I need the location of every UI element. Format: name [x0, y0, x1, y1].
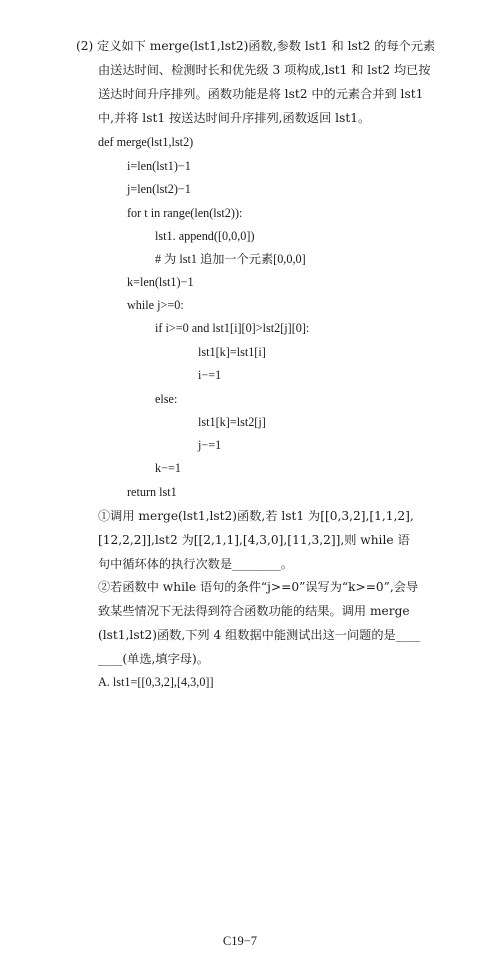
q2-line-3: (lst1,lst2)函数,下列 4 组数据中能测试出这一问题的是____ — [98, 628, 421, 642]
q2-line-1: ②若函数中 while 语句的条件“j>=0”误写为“k>=0”,会导 — [98, 580, 419, 594]
code-line-if: if i>=0 and lst1[i][0]>lst2[j][0]: — [155, 321, 310, 335]
code-line-append: lst1. append([0,0,0]) — [155, 229, 255, 243]
code-line-else: else: — [155, 392, 178, 406]
intro-line-3: 送达时间升序排列。函数功能是将 lst2 中的元素合并到 lst1 — [98, 87, 424, 101]
page-number: C19−7 — [222, 934, 258, 948]
code-line-return: return lst1 — [127, 485, 177, 499]
intro-line-1: (2) 定义如下 merge(lst1,lst2)函数,参数 lst1 和 lst2 的每个元素 — [76, 39, 436, 53]
code-line-j-init: j=len(lst2)−1 — [127, 182, 191, 196]
q2-line-4: ____(单选,填字母)。 — [98, 652, 209, 666]
q1-line-1: ①调用 merge(lst1,lst2)函数,若 lst1 为[[0,3,2],[1,1,2], — [98, 509, 414, 523]
intro-line-4: 中,并将 lst1 按送达时间升序排列,函数返回 lst1。 — [98, 111, 371, 125]
q2-line-2: 致某些情况下无法得到符合函数功能的结果。调用 merge — [98, 604, 410, 618]
code-line-comment: # 为 lst1 追加一个元素[0,0,0] — [155, 252, 306, 266]
code-line-i-init: i=len(lst1)−1 — [127, 159, 191, 173]
intro-line-2: 由送达时间、检测时长和优先级 3 项构成,lst1 和 lst2 均已按 — [98, 63, 431, 77]
code-line-while: while j>=0: — [127, 298, 184, 312]
code-line-j-dec: j−=1 — [198, 438, 222, 452]
code-line-k-dec: k−=1 — [155, 461, 181, 475]
q1-line-3: 句中循环体的执行次数是________。 — [98, 557, 293, 571]
code-line-def: def merge(lst1,lst2) — [98, 135, 194, 149]
code-line-assign-i: lst1[k]=lst1[i] — [198, 345, 266, 359]
code-line-k-init: k=len(lst1)−1 — [127, 275, 194, 289]
code-line-for: for t in range(len(lst2)): — [127, 206, 243, 220]
code-line-i-dec: i−=1 — [198, 368, 222, 382]
code-line-assign-j: lst1[k]=lst2[j] — [198, 415, 266, 429]
option-a: A. lst1=[[0,3,2],[4,3,0]] — [98, 675, 214, 689]
q1-line-2: [12,2,2]],lst2 为[[2,1,1],[4,3,0],[11,3,2]],则 while 语 — [98, 533, 410, 547]
